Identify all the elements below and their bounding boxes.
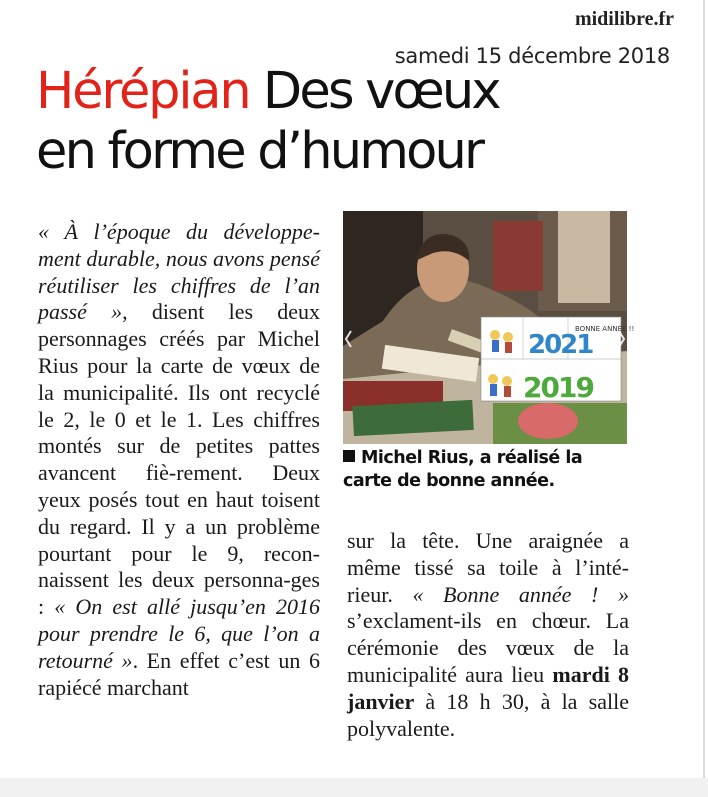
greeting-card bbox=[481, 317, 634, 404]
headline-title-1: Des vœux bbox=[262, 62, 499, 121]
photo-caption bbox=[343, 447, 627, 493]
quote: « À l’époque du développe-ment durable, nous avons pensé réutiliser les chiffres de l’an passé » bbox=[38, 219, 320, 325]
headline bbox=[36, 62, 676, 182]
article-column-1 bbox=[38, 219, 320, 701]
caption-marker-icon bbox=[343, 450, 355, 462]
photo-illustration bbox=[343, 211, 635, 444]
body-text: s’exclament-ils en chœur. La cérémonie des vœux de la municipalité aura lieu bbox=[347, 608, 629, 687]
body-text: , disent les deux personnages créés par Michel Rius pour la carte de vœux de la municipalité. Ils ont recyclé le 2, le 0 et le 1. Les chiffres montés sur de petites pattes avancent fiè-rement. Deux yeux posés tout en haut toisent du regard. Il y a un problème pourtant pour le 9, recon-naissent les deux personna-ges : bbox=[38, 299, 320, 620]
card-number-top: 2021 bbox=[528, 330, 593, 360]
headline-place: Hérépian bbox=[36, 62, 250, 121]
body-text: . En effet c’est un 6 rapiécé marchant bbox=[38, 647, 320, 700]
body-text: sur la tête. Une araignée a même tissé sa toile à l’inté-rieur. bbox=[347, 528, 629, 607]
site-name: midilibre.fr bbox=[574, 8, 674, 30]
column-2-text bbox=[347, 528, 629, 742]
quote: « Bonne année ! » bbox=[412, 581, 629, 607]
card-text: BONNE ANNÉE !! bbox=[575, 325, 635, 333]
article-column-2 bbox=[347, 528, 629, 742]
publication-date: samedi 15 décembre 2018 bbox=[394, 44, 670, 68]
caption-text: Michel Rius, a réalisé la carte de bonne année. bbox=[343, 448, 583, 491]
headline-title-2: en forme d’humour bbox=[36, 122, 483, 181]
card-number-bottom: 2019 bbox=[523, 371, 593, 404]
column-1-text bbox=[38, 219, 320, 701]
article-photo bbox=[343, 211, 635, 444]
quote: « On est allé jusqu’en 2016 pour prendre le 6, que l’on a retourné » bbox=[38, 594, 320, 673]
event-date: mardi 8 janvier bbox=[347, 661, 629, 714]
page-edge bbox=[703, 0, 705, 778]
body-text: à 18 h 30, à la salle polyvalente. bbox=[347, 688, 629, 741]
bottom-bar bbox=[0, 778, 708, 797]
